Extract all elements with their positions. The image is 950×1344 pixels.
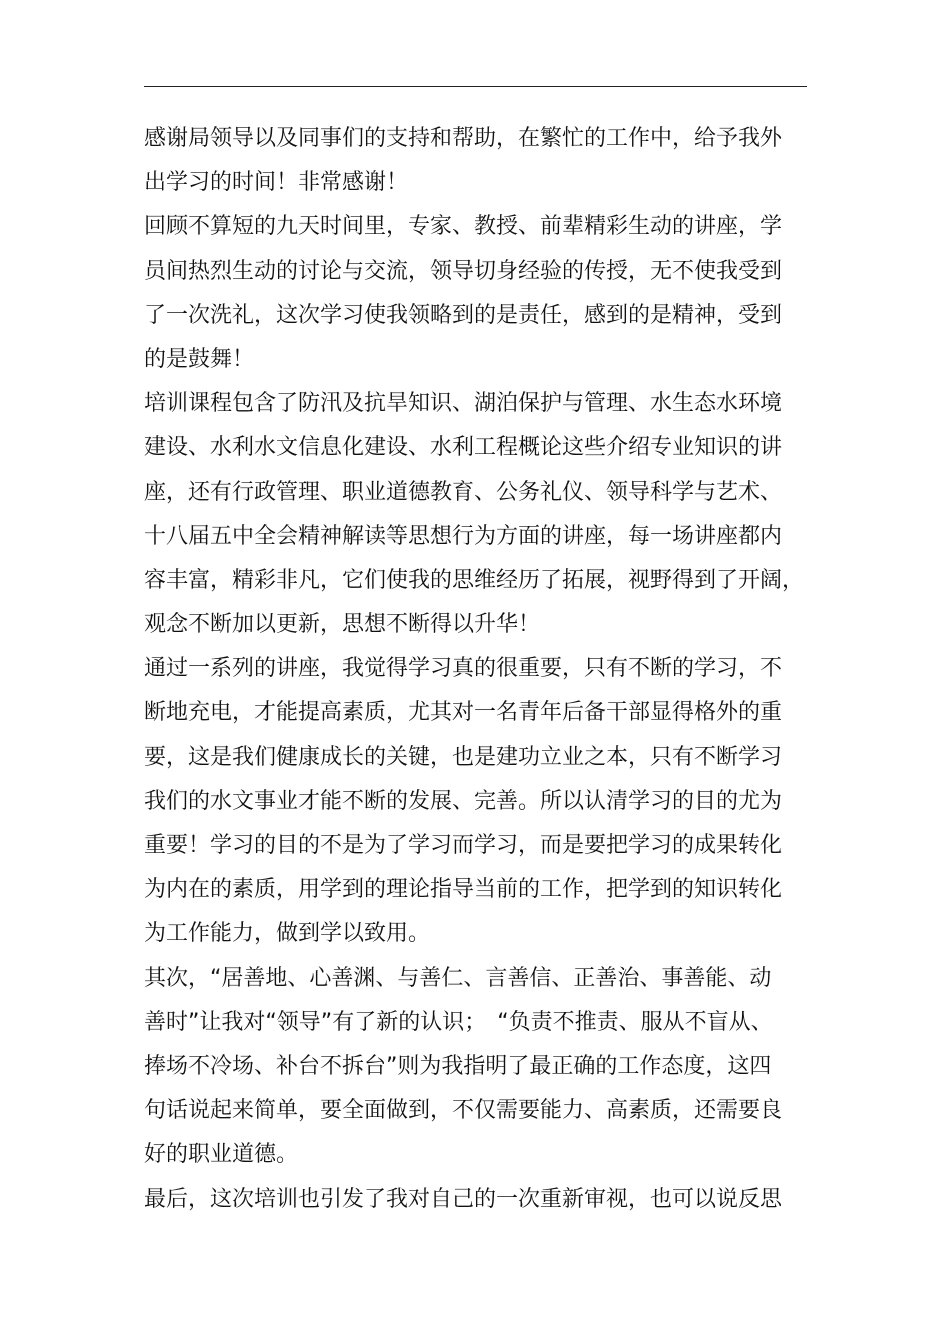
text-line: 其次，“居善地、心善渊、与善仁、言善信、正善治、事善能、动 — [144, 965, 772, 991]
text-line: 感谢局领导以及同事们的支持和帮助，在繁忙的工作中，给予我外 — [144, 126, 783, 151]
text-line: 座，还有行政管理、职业道德教育、公务礼仪、领导科学与艺术、 — [144, 479, 783, 505]
text-line: 培训课程包含了防汛及抗旱知识、湖泊保护与管理、水生态水环境 — [144, 391, 783, 417]
document-body — [144, 117, 807, 1222]
text-line: 员间热烈生动的讨论与交流，领导切身经验的传授，无不使我受到 — [144, 258, 783, 284]
text-line: 捧场不冷场、补台不拆台”则为我指明了最正确的工作态度，这四 — [144, 1053, 772, 1079]
text-line: 善时”让我对“领导”有了新的认识； “负责不推责、服从不盲从、 — [144, 1009, 773, 1035]
text-line: 十八届五中全会精神解读等思想行为方面的讲座，每一场讲座都内 — [144, 523, 783, 549]
text-line: 要，这是我们健康成长的关键，也是建功立业之本，只有不断学习 — [144, 744, 783, 770]
text-line: 句话说起来简单，要全面做到，不仅需要能力、高素质，还需要良 — [144, 1098, 783, 1124]
text-line: 了一次洗礼，这次学习使我领略到的是责任，感到的是精神，受到 — [144, 302, 783, 328]
header-rule — [144, 86, 807, 87]
text-line: 观念不断加以更新，思想不断得以升华！ — [144, 612, 541, 638]
text-line: 为工作能力，做到学以致用。 — [144, 921, 431, 947]
text-line: 出学习的时间！非常感谢！ — [144, 170, 409, 196]
text-line: 为内在的素质，用学到的理论指导当前的工作，把学到的知识转化 — [144, 877, 783, 903]
text-line: 容丰富，精彩非凡，它们使我的思维经历了拓展，视野得到了开阔， — [144, 567, 805, 593]
text-line: 重要！学习的目的不是为了学习而学习，而是要把学习的成果转化 — [144, 833, 783, 858]
text-line: 我们的水文事业才能不断的发展、完善。所以认清学习的目的尤为 — [144, 788, 783, 814]
text-line: 通过一系列的讲座，我觉得学习真的很重要，只有不断的学习，不 — [144, 656, 783, 682]
text-line: 断地充电，才能提高素质，尤其对一名青年后备干部显得格外的重 — [144, 700, 783, 726]
text-line: 的是鼓舞！ — [144, 346, 255, 372]
text-line: 建设、水利水文信息化建设、水利工程概论这些介绍专业知识的讲 — [144, 435, 783, 461]
text-line: 最后，这次培训也引发了我对自己的一次重新审视，也可以说反思 — [144, 1186, 783, 1212]
text-line: 好的职业道德。 — [144, 1142, 299, 1168]
text-line: 回顾不算短的九天时间里，专家、教授、前辈精彩生动的讲座，学 — [144, 214, 783, 240]
